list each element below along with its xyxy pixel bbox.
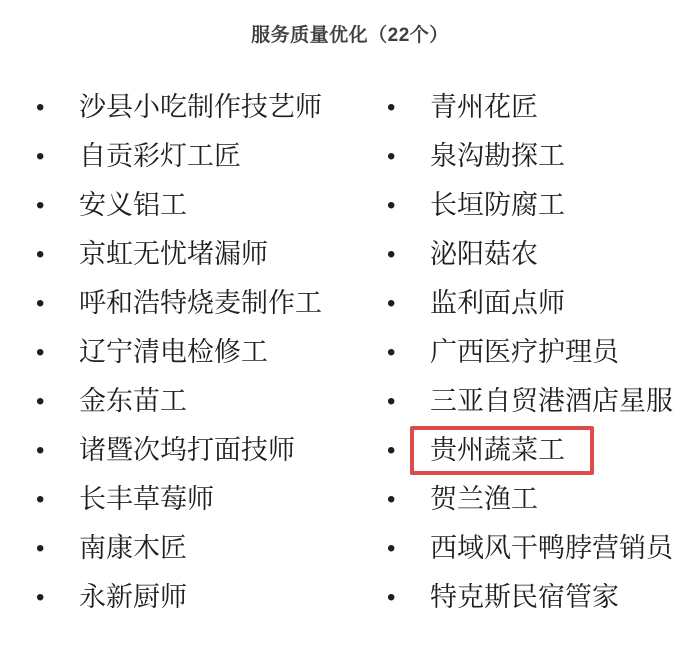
list-item (386, 475, 673, 524)
bullet-icon: • (36, 240, 45, 268)
right-column (386, 83, 673, 622)
bullet-icon: • (36, 436, 45, 464)
bullet-icon: • (36, 387, 45, 415)
bullet-icon: • (387, 191, 396, 219)
item-label-highlighted: 贵州蔬菜工 (410, 426, 594, 475)
list-item (35, 377, 386, 426)
list-item (35, 328, 386, 377)
item-label: 诸暨次坞打面技师 (79, 435, 295, 465)
list-item-highlighted (386, 426, 673, 475)
bullet-icon: • (387, 240, 396, 268)
bullet-icon: • (36, 191, 45, 219)
item-label: 京虹无忧堵漏师 (79, 239, 268, 269)
bullet-icon: • (387, 387, 396, 415)
item-label: 长垣防腐工 (430, 190, 565, 220)
item-label: 长丰草莓师 (79, 484, 214, 514)
item-label: 南康木匠 (79, 533, 187, 563)
list-item (35, 83, 386, 132)
page-title: 服务质量优化（22个） (251, 25, 449, 46)
list-item (386, 83, 673, 132)
bullet-icon: • (387, 142, 396, 170)
bullet-icon: • (387, 485, 396, 513)
item-label: 监利面点师 (430, 288, 565, 318)
bullet-icon: • (36, 583, 45, 611)
list-item (386, 524, 673, 573)
bullet-icon: • (36, 534, 45, 562)
bullet-icon: • (387, 583, 396, 611)
list-item (35, 573, 386, 622)
left-column (35, 83, 386, 622)
item-label: 贺兰渔工 (430, 484, 538, 514)
item-label: 辽宁清电检修工 (79, 337, 268, 367)
bullet-icon: • (36, 289, 45, 317)
bullet-icon: • (36, 142, 45, 170)
item-label: 青州花匠 (430, 92, 538, 122)
item-label: 三亚自贸港酒店星服 (430, 386, 673, 416)
item-label: 沙县小吃制作技艺师 (79, 92, 322, 122)
list-item (386, 181, 673, 230)
list-item (386, 573, 673, 622)
list-item (35, 230, 386, 279)
item-label: 泉沟勘探工 (430, 141, 565, 171)
bullet-icon: • (36, 338, 45, 366)
bullet-icon: • (387, 338, 396, 366)
list-item (386, 377, 673, 426)
list-item (35, 475, 386, 524)
item-label: 永新厨师 (79, 582, 187, 612)
item-label: 自贡彩灯工匠 (79, 141, 241, 171)
list-item (386, 230, 673, 279)
bullet-icon: • (387, 534, 396, 562)
list-item (386, 328, 673, 377)
list-item (35, 426, 386, 475)
list-item (35, 524, 386, 573)
bullet-icon: • (387, 436, 396, 464)
item-label: 特克斯民宿管家 (430, 582, 619, 612)
item-label: 泌阳菇农 (430, 239, 538, 269)
list-item (35, 132, 386, 181)
item-label: 广西医疗护理员 (430, 337, 619, 367)
list-item (35, 279, 386, 328)
item-label: 西域风干鸭脖营销员 (430, 533, 673, 563)
bullet-icon: • (387, 93, 396, 121)
list-item (386, 279, 673, 328)
job-title-list (0, 83, 673, 622)
bullet-icon: • (36, 485, 45, 513)
list-item (35, 181, 386, 230)
bullet-icon: • (36, 93, 45, 121)
item-label: 金东苗工 (79, 386, 187, 416)
item-label: 安义铝工 (79, 190, 187, 220)
bullet-icon: • (387, 289, 396, 317)
item-label: 呼和浩特烧麦制作工 (79, 288, 322, 318)
list-item (386, 132, 673, 181)
